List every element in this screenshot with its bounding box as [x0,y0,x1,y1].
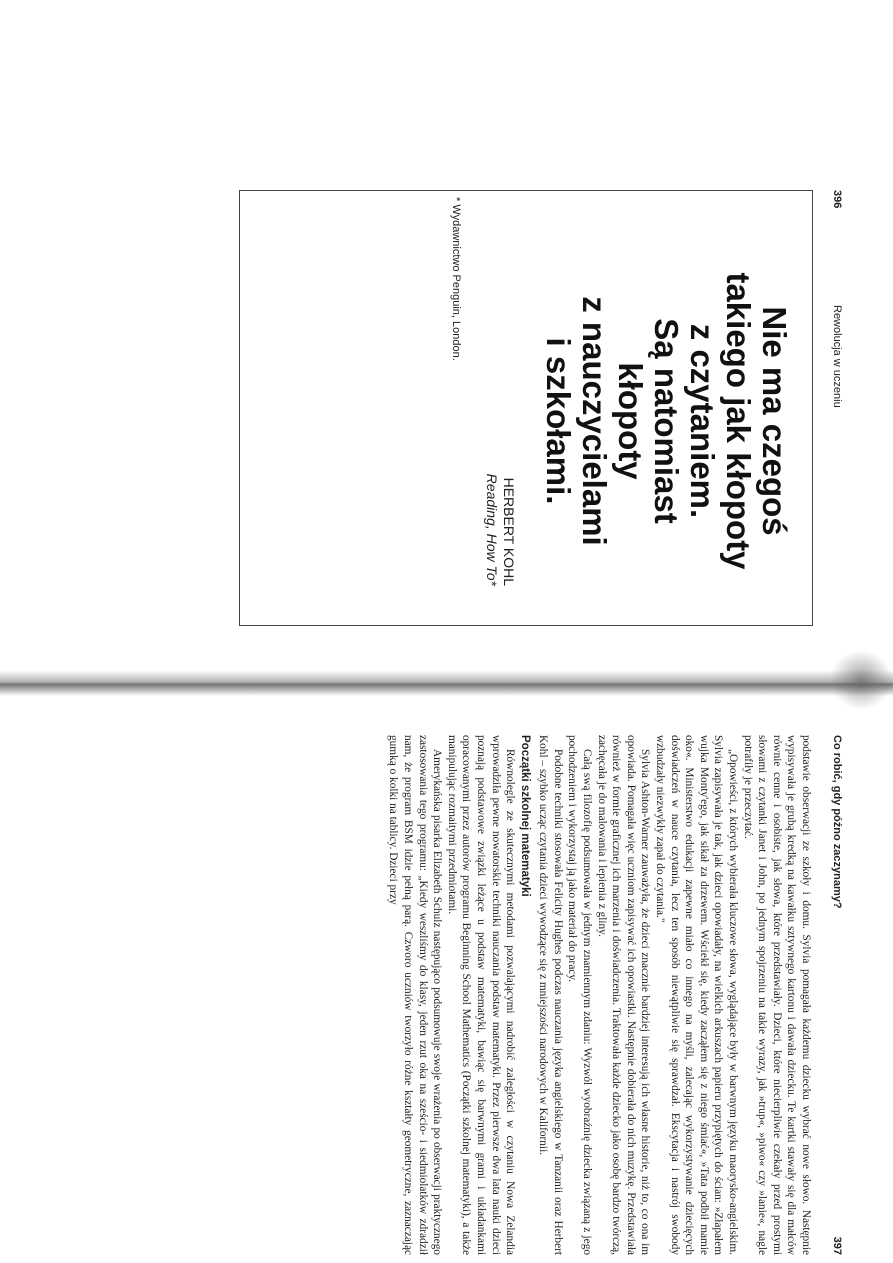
author-name: HERBERT KOHL [501,477,517,586]
quote-line: Są natomiast [648,318,685,524]
paragraph: Amerykańska pisarka Elizabeth Schulz następująco podsumowuje swoje wrażenia po obserwacji praktycznego zastosowania tego programu: „Kiedy weszliśmy do klasy, jeden rzut oka na sześcio- i siedmiolatków zdradził nam, że program BSM idzie pełną parą. Czworo uczniów tworzyło różne kształty geometryczne, zaznaczając gumką o kolki na tablicy. Dzieci przy [387,735,444,1255]
quote-attribution [483,286,517,586]
paragraph: podstawie obserwacji ze szkoły i domu. Sylvia pomagała każdemu dziecku wybrać nowe słowo. Następnie wypisywała je grubą kredką na kawałku sztywnego kartonu i dawała dziecku. Te kartki stawały się dla małców równie cenne i osobiste, jak słowa, które przedstawiały. Dzieci, które niecierpliwie czekały przed prostymi słowami z czytanki Janet i John, po jednym spojrzeniu na takie wyrazy, jak »trup«, »piwo« czy »lanie«, nagle potrafiły je przeczytać. [741,735,812,1255]
scan-shadow [0,670,893,696]
paragraph: Podobne techniki stosowała Felicity Hughes podczas nauczania języka angielskiego w Tanzanii oraz Herbert Kohl – szybko ucząc czytania dzieci wywodzące się z mniejszości narodowych w Kalifornii. [537,735,564,1255]
work-title: Reading, How To* [484,473,500,586]
left-header [823,190,843,660]
quote-line: Nie ma czegoś [756,306,793,536]
paragraph: Całą swą filozofię podsumowała w jednym znamiennym zdaniu: Wyzwól wyobraźnię dziecka związaną z jego pochodzeniem i wykorzystaj ją jako materiał do pracy. [566,735,594,1255]
quote-line: i szkołami. [540,337,577,505]
quote [540,271,792,571]
quote-box [239,190,813,626]
quote-line: z czytaniem. [684,323,721,519]
quote-line: takiego jak kłopoty [720,272,757,570]
right-running-title: Co robić, gdy późno zaczynamy? [831,735,843,909]
section-heading: Początki szkolnej matematyki [518,735,531,897]
footnote: * Wydawnictwo Penguin, London. [450,197,462,361]
left-running-title: Rewolucja w uczeniu [831,305,843,408]
paragraph: Równolegle ze skutecznymi metodami pozwalającymi nadrobić zaległości w czytaniu Nowa Zelandia wprowadziła pewne nowatorskie techniki nauczania podstaw matematyki. Przez pierwsze dwa lata nauki dzieci poznają podstawowe związki leżące u podstaw matematyki, bawiąc się barwnymi grami i układankami opracowanymi przez autorów programu Beginning School Mathematics (Początki szkolnej matematyki), a także manipulując rozmaitymi przedmiotami. [445,735,517,1255]
right-header [823,735,843,1255]
body-text [386,735,813,1255]
right-page [43,735,843,1255]
quote-line: z nauczycielami [576,296,613,546]
quote-line: kłopoty [612,362,649,480]
right-page-number: 397 [831,1236,843,1255]
left-page-number: 396 [831,190,843,209]
paragraph: Sylvia Ashton-Warner zauważyła, że dzieci znacznie bardziej interesują ich własne historie, niż to, co ona im opowiada. Pomagała więc uczniom zapisywać ich opowiastki. Następnie dobierała do nich muzykę. Przedstawiała również w formie graficznej ich marzenia i doświadczenia. Traktowała każde dziecko jako osobę bardzo twórczą, zachęcała je do malowania i lepienia z gliny. [595,735,652,1255]
paragraph: „Opowieści, z których wybierała kluczowe słowa, wyglądające były w barwnym języku maorysko-angielskim. Sylvia zapisywała je tak, jak dzieci opowiadały, na wielkich arkuszach papieru przypiętych do ścian: »Złapałem wujka Monty'ego, jak sikał za drzewem. Wściekł się, kiedy zacząłem się z niego śmiać«, »Tata podbił mamie oko«. Ministerstwo edukacji zapewne miało co innego na myśli, zalecając wykorzystywanie dziecięcych doświadczeń w nauce czytania, lecz ten sposób niewątpliwie się sprawdzał. Ekscytacja i nastrój swobody wzbudzały niezwykły zapał do czytania." [654,735,740,1255]
left-page [63,190,843,660]
